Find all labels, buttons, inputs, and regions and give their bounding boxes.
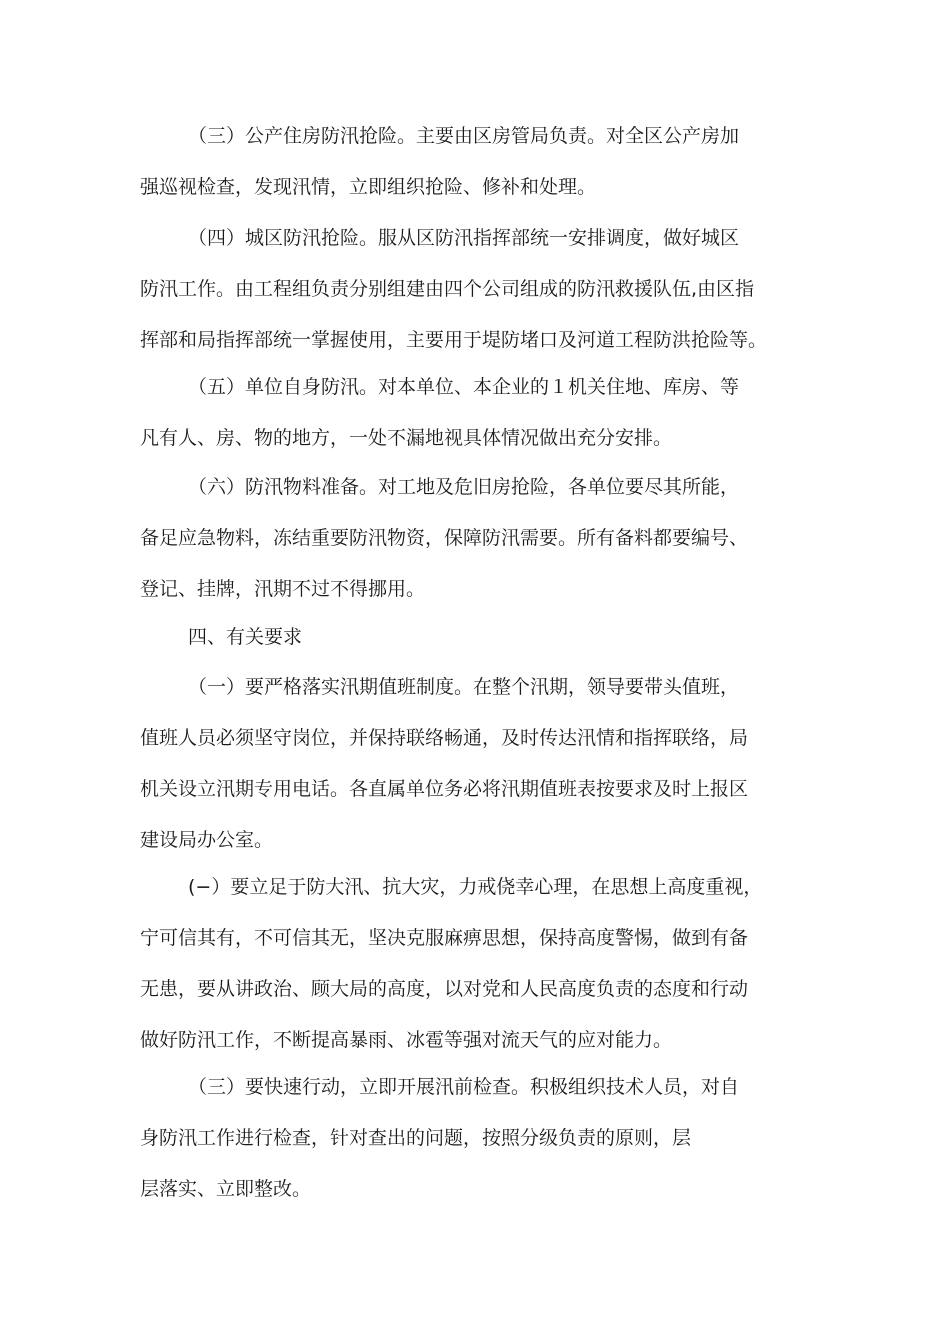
text-line: 机关设立汛期专用电话。各直属单位务必将汛期值班表按要求及时上报区 <box>140 778 749 800</box>
text-line: 备足应急物料，冻结重要防汛物资，保障防汛需要。所有备料都要编号、 <box>140 527 749 549</box>
paragraph-inspection <box>140 1062 816 1215</box>
text-line: （四）城区防汛抢险。服从区防汛指挥部统一安排调度，做好城区 <box>188 227 740 249</box>
text-line: (−）要立足于防大汛、抗大灾，力戒侥幸心理，在思想上高度重视， <box>188 876 763 898</box>
text-line: 凡有人、房、物的地方，一处不漏地视具体情况做出充分安排。 <box>140 427 673 449</box>
paragraph-urban-flood <box>140 213 816 366</box>
paragraph-duty-system <box>140 662 816 866</box>
text-line: 值班人员必须坚守岗位，并保持联络畅通，及时传达汛情和指挥联络，局 <box>140 727 749 749</box>
text-line: 层落实、立即整改。 <box>140 1178 312 1200</box>
text-line: 登记、挂牌，汛期不过不得挪用。 <box>140 578 426 600</box>
text-line: 身防汛工作进行检查，针对查出的问题，按照分级负责的原则，层 <box>140 1127 692 1149</box>
text-line: （六）防汛物料准备。对工地及危旧房抢险，各单位要尽其所能， <box>188 476 740 498</box>
text-line: 建设局办公室。 <box>140 829 274 851</box>
section-heading-requirements <box>140 612 816 663</box>
paragraph-public-housing <box>140 111 816 213</box>
text-line: （五）单位自身防汛。对本单位、本企业的１机关住地、库房、等 <box>188 376 740 398</box>
text-line: 无患，要从讲政治、顾大局的高度，以对党和人民高度负责的态度和行动 <box>140 978 749 1000</box>
text-line: （三）要快速行动，立即开展汛前检查。积极组织技术人员，对自 <box>188 1076 740 1098</box>
text-line: 宁可信其有，不可信其无，坚决克服麻痹思想，保持高度警惕，做到有备 <box>140 927 749 949</box>
text-line: 防汛工作。由工程组负责分别组建由四个公司组成的防汛救援队伍,由区指 <box>140 278 755 300</box>
text-line: 挥部和局指挥部统一掌握使用，主要用于堤防堵口及河道工程防洪抢险等。 <box>140 329 768 351</box>
paragraph-unit-self-prevention <box>140 362 816 464</box>
paragraph-prevention-attitude <box>140 862 816 1066</box>
text-line: （三）公产住房防汛抢险。主要由区房管局负责。对全区公产房加 <box>188 125 740 147</box>
text-line: 强巡视检查，发现汛情，立即组织抢险、修补和处理。 <box>140 176 597 198</box>
text-line: （一）要严格落实汛期值班制度。在整个汛期，领导要带头值班， <box>188 676 740 698</box>
section-heading: 四、有关要求 <box>188 626 303 648</box>
paragraph-materials <box>140 462 816 615</box>
text-line: 做好防汛工作，不断提高暴雨、冰雹等强对流天气的应对能力。 <box>140 1029 673 1051</box>
